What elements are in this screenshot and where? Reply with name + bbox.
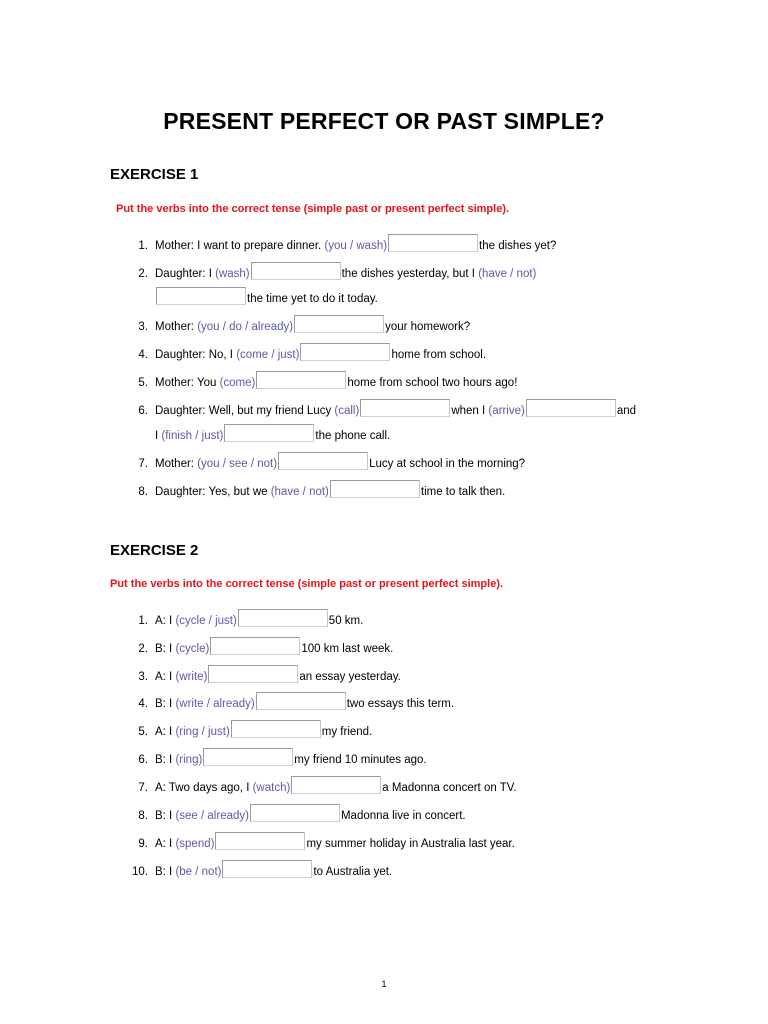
- answer-input[interactable]: [224, 424, 314, 442]
- answer-input[interactable]: [526, 399, 616, 417]
- answer-input[interactable]: [238, 609, 328, 627]
- answer-input[interactable]: [294, 315, 384, 333]
- exercise-1-heading: EXERCISE 1: [110, 166, 199, 183]
- worksheet-page: PRESENT PERFECT OR PAST SIMPLE? EXERCISE 1 Put the verbs into the correct tense (simple past or present perfect simple). 1. Mother: I want to prepare dinner. (you / wash) the dishes yet? 2. Daughter: I (wash) the dishes yesterday, but I (have / not) the time yet to do it today. 3. Mother: (you / do / already) your homework? 4. Daughter: No, I (come / just) home from school. 5. Mother: You (come) home from school two hours ago! 6. Daughter: Well, but my friend Lucy (call) when I (arrive) and I (finish / just) the phone call. 7. Mother: (you / see / not) Lucy at school in the morning? 8. Daughter: Yes, but we (have / not) time to talk then. EXERCISE 2 Put the verbs into the correct tense (simple past or present perfect simple). 1. A: I (cycle / just) 50 km. 2. B: I (cycle) 100 km last week. 3. A: I (write) an essay yesterday. 4. B: I (write / already) two essays this term. 5. A: I (ring / just) my friend. 6. B: I (ring) my friend 10 minutes ago. 7. A: Two days ago, I (watch) a Madonna concert on TV. 8. B: I (see / already) Madonna live in concert. 9. A: I (spend) my summer holiday in Australia last year. 10. B: I (be / not) to Australia yet. 1: [0, 0, 768, 1024]
- answer-input[interactable]: [215, 832, 305, 850]
- answer-input[interactable]: [278, 452, 368, 470]
- answer-input[interactable]: [231, 720, 321, 738]
- answer-input[interactable]: [256, 371, 346, 389]
- answer-input[interactable]: [360, 399, 450, 417]
- answer-input[interactable]: [156, 287, 246, 305]
- answer-input[interactable]: [250, 804, 340, 822]
- page-number: 1: [381, 979, 387, 989]
- answer-input[interactable]: [203, 748, 293, 766]
- answer-input[interactable]: [208, 665, 298, 683]
- answer-input[interactable]: [256, 692, 346, 710]
- answer-input[interactable]: [291, 776, 381, 794]
- answer-input[interactable]: [222, 860, 312, 878]
- exercise-1-instruction: Put the verbs into the correct tense (simple past or present perfect simple).: [116, 203, 510, 215]
- answer-input[interactable]: [388, 234, 478, 252]
- exercise-2-instruction: Put the verbs into the correct tense (simple past or present perfect simple).: [110, 578, 504, 590]
- exercise-2-heading: EXERCISE 2: [110, 542, 199, 559]
- answer-input[interactable]: [300, 343, 390, 361]
- answer-input[interactable]: [210, 637, 300, 655]
- answer-input[interactable]: [251, 262, 341, 280]
- answer-input[interactable]: [330, 480, 420, 498]
- page-title: PRESENT PERFECT OR PAST SIMPLE?: [163, 108, 605, 134]
